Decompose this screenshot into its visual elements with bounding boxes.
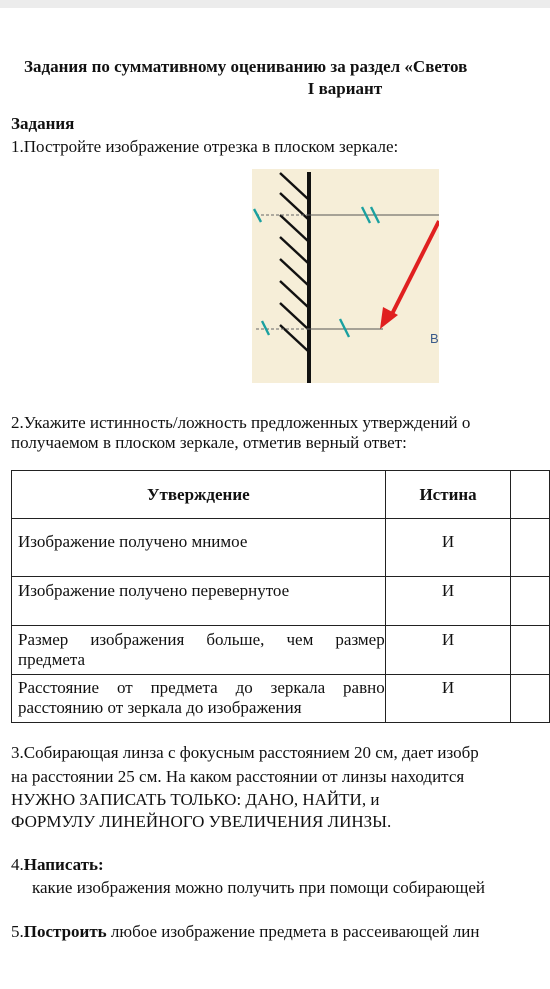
table-row — [12, 519, 550, 577]
statement-cell — [12, 675, 386, 723]
answer-cell[interactable]: И — [385, 519, 511, 577]
extra-cell[interactable] — [511, 519, 550, 577]
task2-text-line2: получаемом в плоском зеркале, отметив верный ответ: — [11, 433, 407, 452]
section-label: Задания — [11, 114, 75, 133]
task5-text — [11, 922, 480, 942]
statement-text: Изображение получено перевернутое — [18, 581, 290, 600]
variant-label: I вариант — [307, 79, 383, 98]
statement-text: предмета — [18, 650, 86, 669]
task3-text-line4: ФОРМУЛУ ЛИНЕЙНОГО УВЕЛИЧЕНИЯ ЛИНЗЫ. — [11, 812, 392, 831]
task5-bold: Построить — [23, 922, 107, 941]
statement-text: расстоянию от зеркала до изображения — [18, 698, 302, 717]
plane-mirror-figure — [252, 169, 439, 383]
task3-text-line3: НУЖНО ЗАПИСАТЬ ТОЛЬКО: ДАНО, НАЙТИ, и — [11, 790, 380, 809]
statement-text: Расстояние от предмета до зеркала равно — [18, 678, 385, 697]
document-title: Задания по суммативному оцениванию за раздел «Светов — [24, 57, 468, 76]
task4-number: 4. — [11, 855, 24, 874]
task1-text: 1.Постройте изображение отрезка в плоском зеркале: — [11, 137, 399, 156]
answer-cell[interactable]: И — [385, 675, 511, 723]
task5-number: 5. — [11, 922, 24, 941]
extra-cell[interactable] — [511, 577, 550, 626]
task3-text-line2: на расстоянии 25 см. На каком расстоянии от линзы находится — [11, 767, 465, 786]
task4-bold: Написать: — [23, 855, 104, 874]
statement-text: Размер изображения больше, чем размер — [18, 630, 385, 649]
task5-rest: любое изображение предмета в рассеивающей лин — [106, 922, 480, 941]
header-true: Истина — [385, 471, 511, 519]
point-label: В — [430, 331, 439, 346]
answer-cell[interactable]: И — [385, 577, 511, 626]
table-header-row — [12, 471, 550, 519]
statement-cell — [12, 519, 386, 577]
header-extra — [511, 471, 550, 519]
task2-text-line1: 2.Укажите истинность/ложность предложенных утверждений о — [11, 413, 471, 432]
statement-cell — [12, 626, 386, 675]
extra-cell[interactable] — [511, 675, 550, 723]
table-row — [12, 626, 550, 675]
extra-cell[interactable] — [511, 626, 550, 675]
table-row — [12, 675, 550, 723]
task4-text: какие изображения можно получить при помощи собирающей — [32, 878, 485, 897]
answer-cell[interactable]: И — [385, 626, 511, 675]
table-row — [12, 577, 550, 626]
header-statement: Утверждение — [12, 471, 386, 519]
statement-text: Изображение получено мнимое — [18, 532, 248, 551]
task3-text-line1: 3.Собирающая линза с фокусным расстоянием 20 см, дает изобр — [11, 743, 479, 762]
statements-table — [11, 470, 550, 723]
statement-cell — [12, 577, 386, 626]
task4-heading — [11, 855, 104, 875]
